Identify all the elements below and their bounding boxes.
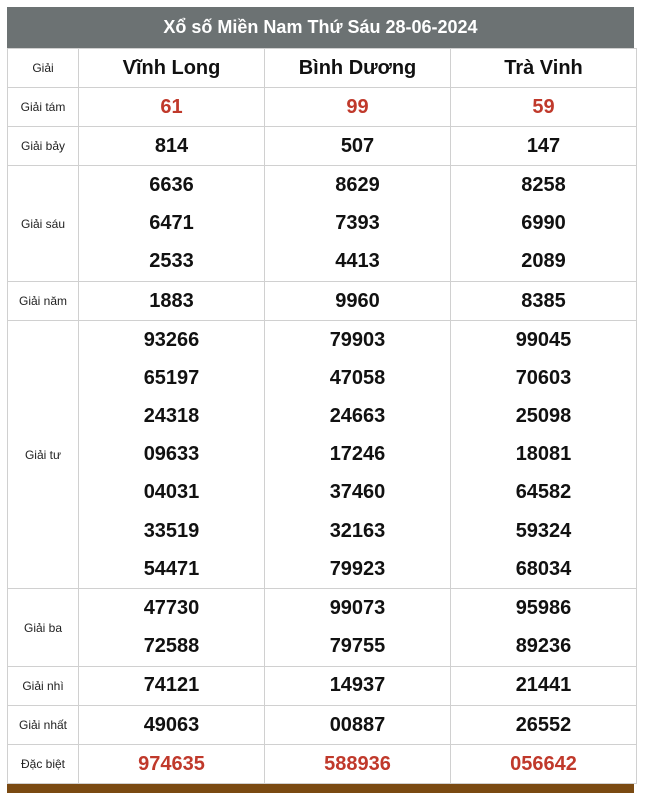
prize-number: 4413 xyxy=(335,250,380,273)
prize-number: 26552 xyxy=(515,713,572,736)
prize-number: 64582 xyxy=(515,481,572,504)
prize-number: 6636 xyxy=(149,173,194,196)
prize-cell xyxy=(451,666,637,705)
prize-number: 99 xyxy=(346,95,369,118)
prize-cell xyxy=(79,589,265,666)
prize-row xyxy=(8,88,637,127)
prize-cell xyxy=(265,166,451,282)
prize-cell xyxy=(265,706,451,745)
prize-cell xyxy=(79,745,265,784)
prize-cell xyxy=(79,127,265,166)
prize-cell xyxy=(451,281,637,320)
prize-cell xyxy=(79,706,265,745)
prize-number: 72588 xyxy=(143,635,200,658)
prize-body xyxy=(8,88,637,784)
prize-row xyxy=(8,127,637,166)
prize-number: 6471 xyxy=(149,212,194,235)
prize-number: 47730 xyxy=(143,597,200,620)
prize-number: 25098 xyxy=(515,405,572,428)
prize-number: 95986 xyxy=(515,597,572,620)
prize-row xyxy=(8,589,637,666)
prize-label: Giải năm xyxy=(8,281,79,320)
prize-cell xyxy=(265,321,451,589)
prize-label: Giải nhất xyxy=(8,706,79,745)
prize-number: 49063 xyxy=(143,713,200,736)
prize-number: 507 xyxy=(340,134,375,157)
prize-label: Giải sáu xyxy=(8,166,79,282)
prize-number: 99073 xyxy=(329,597,386,620)
header-label: Giải xyxy=(8,49,79,88)
prize-number: 6990 xyxy=(521,212,566,235)
prize-cell xyxy=(265,127,451,166)
prize-label: Giải tư xyxy=(8,321,79,589)
prize-number: 7393 xyxy=(335,212,380,235)
prize-number: 33519 xyxy=(143,519,200,542)
prize-number: 99045 xyxy=(515,328,572,351)
prize-number: 17246 xyxy=(329,443,386,466)
prize-number: 1883 xyxy=(149,289,194,312)
prize-number: 14937 xyxy=(329,674,386,697)
prize-cell xyxy=(451,166,637,282)
prize-number: 93266 xyxy=(143,328,200,351)
prize-cell xyxy=(265,589,451,666)
prize-number: 89236 xyxy=(515,635,572,658)
prize-row xyxy=(8,706,637,745)
prize-number: 79923 xyxy=(329,557,386,580)
prize-number: 32163 xyxy=(329,519,386,542)
prize-number: 056642 xyxy=(510,752,577,775)
prize-cell xyxy=(451,321,637,589)
prize-cell xyxy=(265,281,451,320)
prize-number: 147 xyxy=(526,134,561,157)
results-table xyxy=(7,48,637,784)
prize-cell xyxy=(79,321,265,589)
prize-number: 65197 xyxy=(143,366,200,389)
prize-number: 8258 xyxy=(521,173,566,196)
prize-cell xyxy=(451,589,637,666)
prize-number: 59324 xyxy=(515,519,572,542)
prize-number: 974635 xyxy=(138,752,205,775)
prize-number: 8385 xyxy=(521,289,566,312)
prize-number: 61 xyxy=(160,95,183,118)
prize-label: Đặc biệt xyxy=(8,745,79,784)
prize-row xyxy=(8,166,637,282)
prize-number: 74121 xyxy=(143,674,200,697)
prize-cell xyxy=(79,88,265,127)
results-panel xyxy=(7,7,634,793)
prize-number: 37460 xyxy=(329,481,386,504)
prize-number: 21441 xyxy=(515,674,572,697)
prize-number: 68034 xyxy=(515,557,572,580)
prize-row xyxy=(8,666,637,705)
province-vinh-long: Vĩnh Long xyxy=(79,49,265,88)
prize-cell xyxy=(265,745,451,784)
prize-number: 54471 xyxy=(143,557,200,580)
page-title: Xổ số Miền Nam Thứ Sáu 28-06-2024 xyxy=(7,7,634,48)
prize-row xyxy=(8,281,637,320)
province-binh-duong: Bình Dương xyxy=(265,49,451,88)
prize-number: 24663 xyxy=(329,405,386,428)
prize-number: 79755 xyxy=(329,635,386,658)
prize-cell xyxy=(265,666,451,705)
prize-number: 588936 xyxy=(324,752,391,775)
prize-number: 2089 xyxy=(521,250,566,273)
prize-cell xyxy=(451,127,637,166)
prize-number: 814 xyxy=(154,134,189,157)
header-row xyxy=(8,49,637,88)
prize-number: 79903 xyxy=(329,328,386,351)
prize-cell xyxy=(265,88,451,127)
prize-number: 59 xyxy=(532,95,555,118)
prize-label: Giải bảy xyxy=(8,127,79,166)
prize-number: 18081 xyxy=(515,443,572,466)
prize-row xyxy=(8,321,637,589)
prize-number: 8629 xyxy=(335,173,380,196)
prize-number: 47058 xyxy=(329,366,386,389)
prize-cell xyxy=(79,281,265,320)
bottom-bar xyxy=(7,784,634,793)
prize-label: Giải ba xyxy=(8,589,79,666)
prize-number: 04031 xyxy=(143,481,200,504)
prize-cell xyxy=(451,706,637,745)
prize-label: Giải tám xyxy=(8,88,79,127)
prize-cell xyxy=(451,745,637,784)
prize-number: 70603 xyxy=(515,366,572,389)
prize-number: 09633 xyxy=(143,443,200,466)
prize-cell xyxy=(79,166,265,282)
prize-row xyxy=(8,745,637,784)
prize-cell xyxy=(79,666,265,705)
prize-cell xyxy=(451,88,637,127)
prize-number: 2533 xyxy=(149,250,194,273)
prize-number: 00887 xyxy=(329,713,386,736)
prize-label: Giải nhì xyxy=(8,666,79,705)
province-tra-vinh: Trà Vinh xyxy=(451,49,637,88)
prize-number: 24318 xyxy=(143,405,200,428)
prize-number: 9960 xyxy=(335,289,380,312)
